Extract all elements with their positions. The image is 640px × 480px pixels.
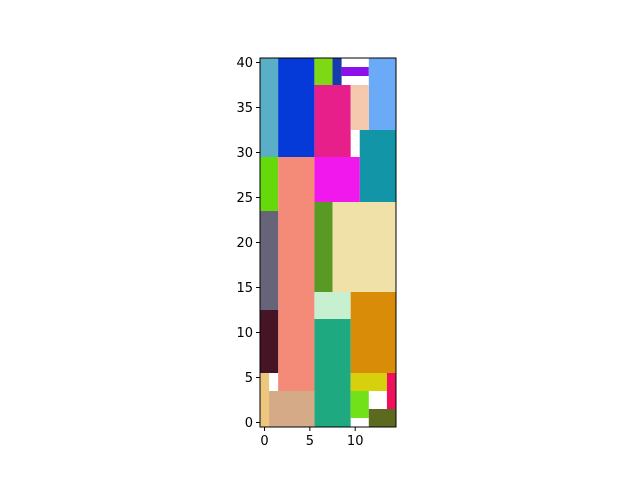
heatmap-cell-0	[260, 58, 278, 157]
heatmap-cell-10	[260, 157, 278, 211]
y-tick-label: 30	[236, 146, 253, 161]
heatmap-cell-5	[369, 58, 396, 130]
x-tick-label: 10	[346, 434, 364, 449]
heatmap-cell-20	[269, 391, 314, 427]
heatmap-cell-22	[387, 373, 396, 409]
y-tick-label: 20	[236, 236, 253, 251]
heatmap-cell-8	[360, 130, 396, 202]
heatmap-cell-16	[351, 292, 396, 373]
heatmap-cell-12	[260, 211, 278, 310]
heatmap-cell-17	[260, 310, 278, 373]
heatmap-cell-15	[314, 292, 350, 319]
heatmap-cell-6	[314, 85, 350, 157]
y-tick-label: 10	[236, 326, 253, 341]
heatmap-cell-19	[260, 373, 269, 427]
y-tick-label: 15	[236, 281, 253, 296]
heatmap-cell-4	[342, 67, 369, 76]
x-tick-label: 0	[260, 434, 269, 449]
heatmap-cell-7	[351, 85, 369, 130]
heatmap-cell-24	[369, 409, 396, 427]
y-tick-label: 25	[236, 191, 253, 206]
y-tick-label: 0	[244, 416, 253, 431]
heatmap-cell-3	[333, 58, 342, 85]
heatmap-cell-1	[278, 58, 314, 157]
heatmap-cell-13	[314, 202, 332, 292]
heatmap-cell-9	[314, 157, 359, 202]
heatmap-cell-14	[333, 202, 396, 292]
x-tick-label: 5	[305, 434, 315, 449]
heatmap-cell-18	[314, 319, 350, 427]
y-tick-label: 40	[236, 56, 253, 71]
heatmap-cell-21	[351, 373, 387, 391]
heatmap-cell-11	[278, 157, 314, 391]
y-tick-label: 35	[236, 101, 253, 116]
heatmap-cell-2	[314, 58, 332, 85]
y-tick-label: 5	[244, 371, 253, 386]
heatmap-cells	[260, 58, 396, 427]
heatmap-cell-23	[351, 391, 369, 418]
